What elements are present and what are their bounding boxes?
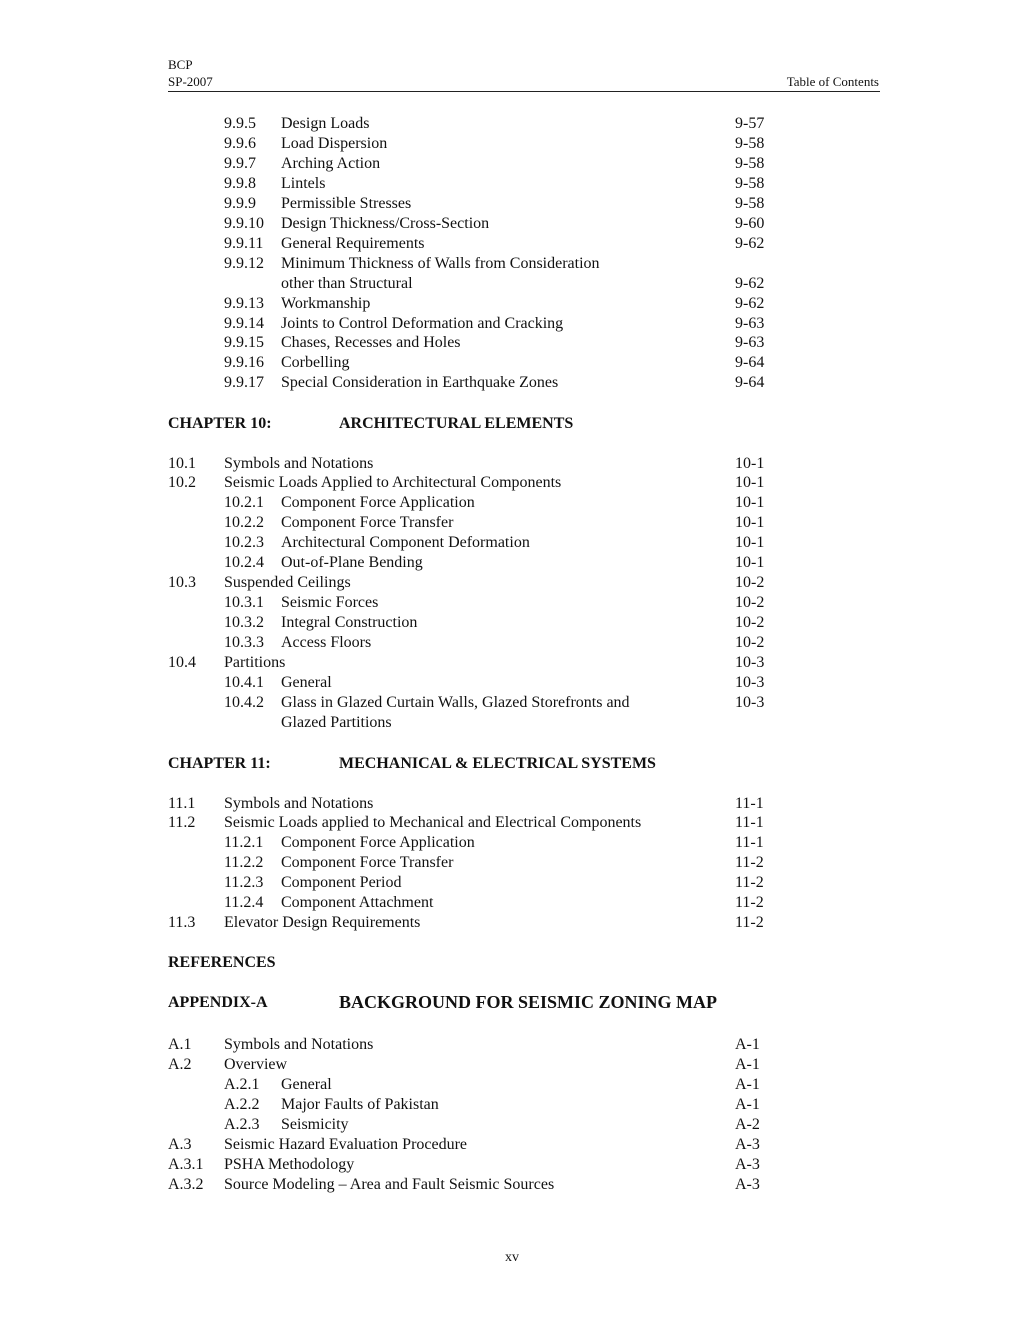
entry-title: Seismic Hazard Evaluation Procedure: [224, 1135, 468, 1153]
entry-title-continued: Glazed Partitions: [281, 713, 392, 731]
entry-page-number: 10-1: [735, 494, 765, 512]
entry-number: 11.2.4: [224, 894, 264, 912]
entry-number: 10.3.2: [224, 614, 264, 632]
entry-number: 10.1: [168, 454, 196, 472]
entry-page-number: A-1: [735, 1036, 760, 1053]
entry-number: 9.9.8: [224, 174, 256, 192]
entry-page-number: 9-64: [735, 354, 765, 372]
entry-number: 9.9.11: [224, 234, 264, 252]
entry-number: 9.9.5: [224, 115, 256, 132]
page-number: xv: [505, 1250, 519, 1265]
chapter-title: MECHANICAL & ELECTRICAL SYSTEMS: [339, 755, 656, 772]
entry-number: 9.9.9: [224, 194, 256, 212]
entry-title: General: [281, 673, 332, 691]
entry-page-number: 9-62: [735, 294, 765, 312]
entry-number: A.3: [168, 1135, 192, 1153]
entry-title: Special Consideration in Earthquake Zones: [281, 374, 559, 392]
entry-title: Seismic Loads applied to Mechanical and Electrical Components: [224, 814, 642, 832]
entry-number: 10.4.1: [224, 673, 264, 691]
entry-page-number: 9-62: [735, 274, 765, 292]
entry-title-continued: other than Structural: [281, 274, 413, 292]
entry-page-number: A-1: [735, 1075, 760, 1093]
header-section-title: Table of Contents: [786, 74, 879, 89]
entry-page-number: A-1: [735, 1055, 760, 1073]
entry-number: 10.2.1: [224, 494, 264, 512]
entry-number: 10.3.3: [224, 634, 264, 652]
entry-page-number: 9-62: [735, 234, 765, 252]
entry-title: Joints to Control Deformation and Cracking: [281, 314, 564, 332]
entry-title: Component Force Application: [281, 834, 475, 852]
entry-number: 9.9.10: [224, 214, 264, 232]
entry-number: 10.2: [168, 474, 196, 492]
entry-page-number: 10-2: [735, 634, 765, 652]
entry-title: Lintels: [281, 174, 326, 192]
entry-title: PSHA Methodology: [224, 1155, 355, 1173]
entry-number: 10.4: [168, 654, 196, 671]
entry-number: 9.9.15: [224, 334, 264, 352]
entry-title: Source Modeling – Area and Fault Seismic Sources: [224, 1175, 555, 1193]
entry-page-number: A-1: [735, 1095, 760, 1113]
entry-title: Glass in Glazed Curtain Walls, Glazed Storefronts and: [281, 693, 630, 711]
entry-page-number: A-3: [735, 1175, 760, 1193]
entry-number: 11.1: [168, 794, 196, 812]
entry-title: Seismic Loads Applied to Architectural Components: [224, 474, 562, 492]
entry-title: General: [281, 1075, 332, 1093]
entry-title: Load Dispersion: [281, 134, 388, 152]
entry-page-number: 10-2: [735, 574, 765, 592]
entry-title: Symbols and Notations: [224, 454, 374, 472]
entry-page-number: 9-58: [735, 134, 765, 152]
entry-page-number: 9-63: [735, 314, 765, 332]
entry-page-number: 9-60: [735, 214, 765, 232]
entry-title: Elevator Design Requirements: [224, 914, 421, 932]
entry-title: Out-of-Plane Bending: [281, 554, 423, 572]
entry-title: Design Thickness/Cross-Section: [281, 214, 490, 232]
entry-page-number: 10-1: [735, 514, 765, 532]
entry-number: 10.4.2: [224, 693, 264, 711]
header-document-code: BCP: [168, 57, 193, 72]
entry-page-number: 11-1: [735, 794, 764, 812]
entry-title: Architectural Component Deformation: [281, 534, 530, 552]
chapter-label: CHAPTER 11:: [168, 755, 271, 772]
entry-page-number: 11-1: [735, 814, 764, 832]
entry-page-number: A-2: [735, 1115, 760, 1133]
entry-page-number: 9-63: [735, 334, 765, 352]
chapter-label: REFERENCES: [168, 954, 276, 971]
entry-page-number: 9-58: [735, 174, 765, 192]
entry-title: Component Force Transfer: [281, 514, 454, 532]
entry-page-number: 9-58: [735, 154, 765, 172]
entry-title: Workmanship: [281, 294, 371, 312]
entry-page-number: 11-2: [735, 914, 764, 932]
entry-number: A.3.2: [168, 1175, 204, 1193]
entry-page-number: 10-3: [735, 654, 765, 671]
entry-title: Component Force Application: [281, 494, 475, 512]
entry-title: Arching Action: [281, 154, 381, 172]
entry-title: Component Force Transfer: [281, 854, 454, 872]
entry-title: Integral Construction: [281, 614, 418, 632]
entry-title: Chases, Recesses and Holes: [281, 334, 461, 352]
header-edition: SP-2007: [168, 74, 213, 89]
entry-page-number: 10-1: [735, 554, 765, 572]
chapter-label: CHAPTER 10:: [168, 415, 272, 432]
entry-number: 9.9.16: [224, 354, 264, 372]
entry-number: 9.9.17: [224, 374, 264, 392]
entry-page-number: 10-3: [735, 693, 765, 711]
entry-number: 10.3.1: [224, 594, 264, 612]
chapter-label: APPENDIX-A: [168, 994, 268, 1011]
entry-number: 9.9.7: [224, 154, 256, 172]
entry-number: 11.3: [168, 914, 196, 932]
entry-number: A.1: [168, 1036, 192, 1053]
entry-title: Major Faults of Pakistan: [281, 1095, 439, 1113]
entry-page-number: A-3: [735, 1135, 760, 1153]
entry-number: A.2.3: [224, 1115, 260, 1133]
entry-title: Overview: [224, 1055, 288, 1073]
chapter-title: BACKGROUND FOR SEISMIC ZONING MAP: [339, 992, 718, 1012]
entry-page-number: 10-2: [735, 614, 765, 632]
entry-number: 9.9.6: [224, 134, 256, 152]
entry-number: 9.9.13: [224, 294, 264, 312]
entry-page-number: 11-1: [735, 834, 764, 852]
entry-number: 10.2.3: [224, 534, 264, 552]
entry-number: A.2: [168, 1055, 192, 1073]
entry-page-number: 9-58: [735, 194, 765, 212]
entry-page-number: A-3: [735, 1155, 760, 1173]
entry-page-number: 10-1: [735, 454, 765, 472]
entry-number: A.2.1: [224, 1075, 260, 1093]
entry-page-number: 10-1: [735, 474, 765, 492]
entry-number: 10.3: [168, 574, 196, 592]
entry-number: 9.9.12: [224, 254, 264, 272]
entry-title: Corbelling: [281, 354, 350, 372]
entry-number: 11.2.1: [224, 834, 264, 852]
entry-number: 9.9.14: [224, 314, 264, 332]
entry-title: Symbols and Notations: [224, 1036, 374, 1053]
entry-title: Seismic Forces: [281, 594, 379, 612]
entry-number: 11.2.2: [224, 854, 264, 872]
entry-page-number: 11-2: [735, 874, 764, 892]
entry-title: Seismicity: [281, 1115, 349, 1133]
entry-page-number: 10-1: [735, 534, 765, 552]
chapter-title: ARCHITECTURAL ELEMENTS: [339, 415, 574, 432]
entry-title: General Requirements: [281, 234, 425, 252]
entry-title: Permissible Stresses: [281, 194, 412, 212]
entry-title: Symbols and Notations: [224, 794, 374, 812]
entry-page-number: 10-3: [735, 673, 765, 691]
entry-number: 10.2.2: [224, 514, 264, 532]
entry-page-number: 11-2: [735, 894, 764, 912]
entry-title: Design Loads: [281, 115, 370, 132]
entry-number: A.2.2: [224, 1095, 260, 1113]
entry-number: 11.2: [168, 814, 196, 832]
entry-page-number: 11-2: [735, 854, 764, 872]
entry-page-number: 10-2: [735, 594, 765, 612]
entry-title: Minimum Thickness of Walls from Consideration: [281, 254, 600, 272]
entry-title: Partitions: [224, 654, 286, 671]
entry-number: 11.2.3: [224, 874, 264, 892]
entry-number: 10.2.4: [224, 554, 264, 572]
entry-page-number: 9-64: [735, 374, 765, 392]
entry-page-number: 9-57: [735, 115, 765, 132]
entry-number: A.3.1: [168, 1155, 204, 1173]
entry-title: Component Period: [281, 874, 402, 892]
entry-title: Access Floors: [281, 634, 372, 652]
entry-title: Component Attachment: [281, 894, 434, 912]
entry-title: Suspended Ceilings: [224, 574, 351, 592]
